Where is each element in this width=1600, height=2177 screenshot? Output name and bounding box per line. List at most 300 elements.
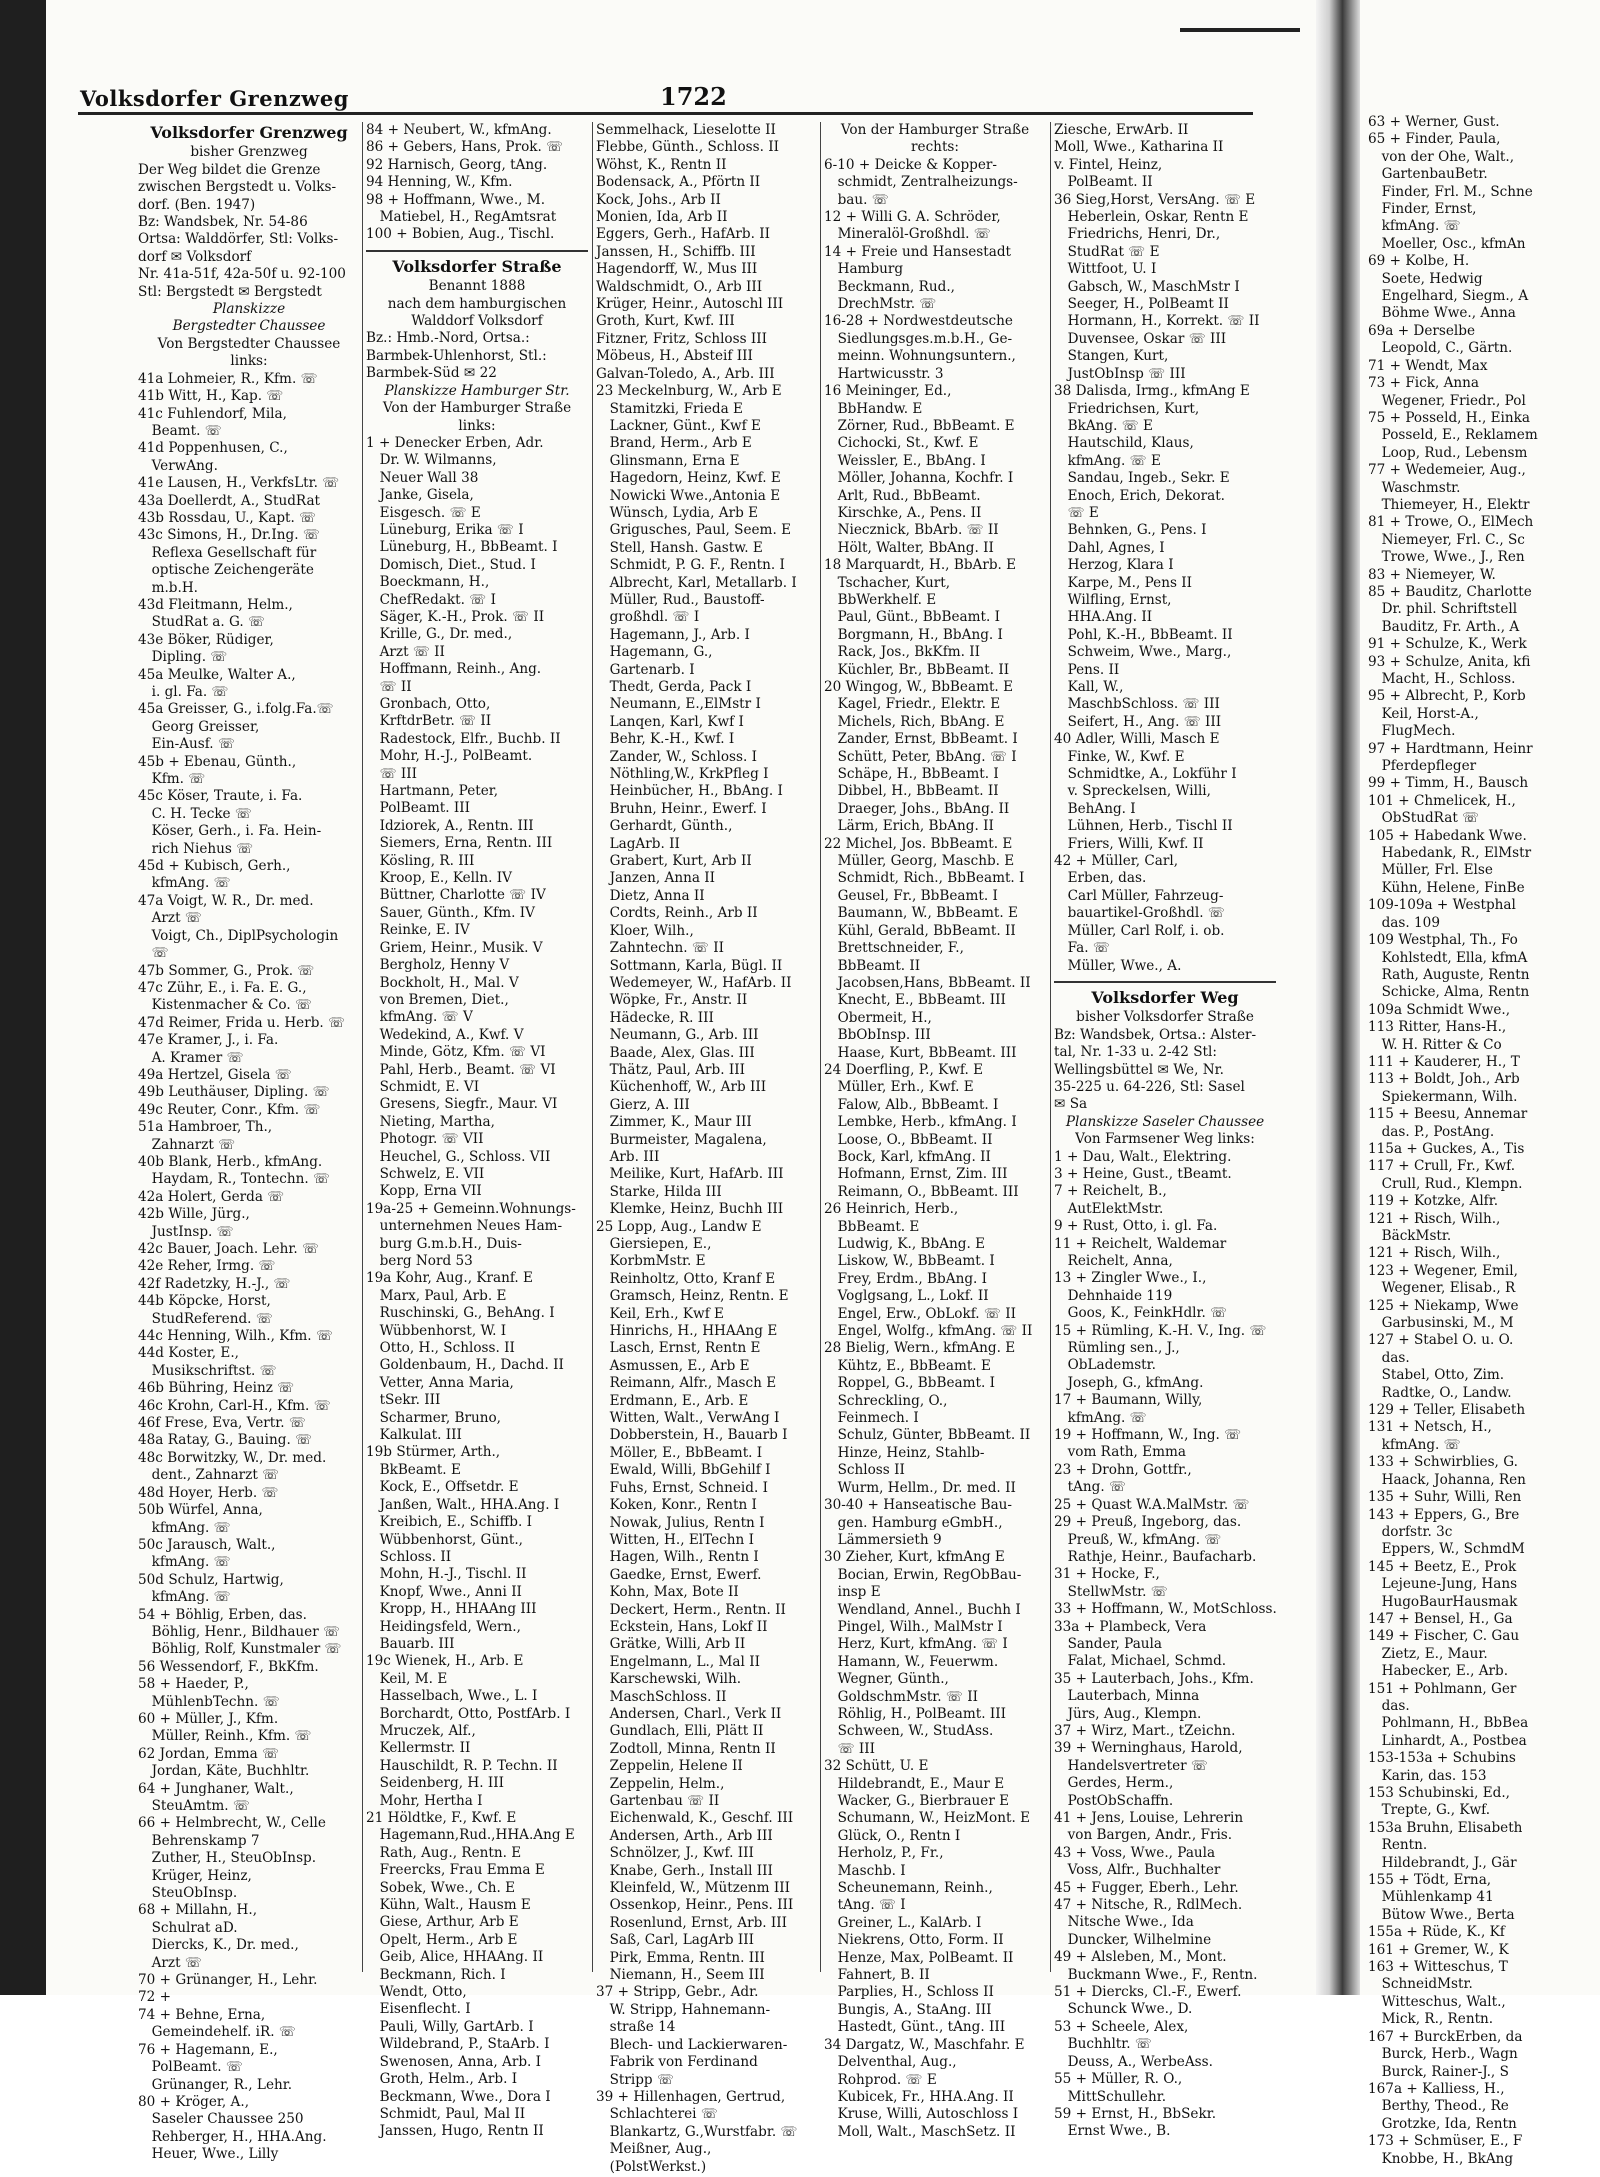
directory-entry: Starke, Hilda III	[596, 1183, 722, 1200]
directory-entry: 161 + Gremer, W., K	[1368, 1941, 1509, 1958]
directory-entry: 121 + Risch, Wilh.,	[1368, 1210, 1501, 1227]
directory-entry: Schmidt, E. VI	[366, 1078, 480, 1095]
directory-entry: BehAng. I	[1054, 800, 1136, 817]
directory-entry: dorf. (Ben. 1947)	[138, 196, 256, 213]
directory-entry: 62 Jordan, Emma ☏	[138, 1745, 280, 1762]
directory-entry: Jürs, Aug., Klempn.	[1054, 1705, 1202, 1722]
section-note: Benannt 1888	[428, 278, 526, 295]
directory-entry: Kirschke, A., Pens. II	[824, 504, 982, 521]
directory-entry: Hinrichs, H., HHAAng E	[596, 1323, 778, 1340]
directory-entry: 43 + Voss, Wwe., Paula	[1054, 1844, 1216, 1861]
directory-entry: ☏ III	[366, 765, 418, 782]
directory-entry: Barmbek-Süd ✉ 22	[366, 365, 497, 382]
directory-entry: SchneidMstr.	[1368, 1976, 1473, 1993]
directory-entry: VerwAng.	[138, 457, 218, 474]
street-heading: Volksdorfer Grenzweg	[150, 123, 348, 142]
directory-entry: Idziorek, A., Rentn. III	[366, 817, 534, 834]
directory-entry: Schäpe, H., BbBeamt. I	[824, 766, 999, 783]
directory-entry: Carl Müller, Fahrzeug-	[1054, 887, 1224, 904]
plan-note: Planskizze Hamburger Str.	[384, 382, 570, 399]
directory-entry: Wegener, Friedr., Pol	[1368, 392, 1526, 409]
directory-entry: Hamann, W., Feuerwm.	[824, 1653, 999, 1670]
directory-entry: 46f Frese, Eva, Vertr. ☏	[138, 1415, 306, 1432]
directory-entry: Friedrichs, Henri, Dr.,	[1054, 226, 1221, 243]
directory-entry: 43e Böker, Rüdiger,	[138, 631, 274, 648]
directory-entry: 105 + Habedank Wwe.	[1368, 827, 1527, 844]
directory-entry: PolBeamt. III	[366, 800, 470, 817]
directory-entry: berg Nord 53	[366, 1253, 473, 1269]
directory-entry: 64 + Junghaner, Walt.,	[138, 1780, 294, 1797]
directory-entry: 51a Hambroer, Th.,	[138, 1119, 273, 1136]
directory-entry: 42e Reher, Irmg. ☏	[138, 1258, 276, 1275]
directory-entry: Kock, Johs., Arb II	[596, 191, 721, 208]
directory-entry: Engel, Erw., ObLokf. ☏ II	[824, 1305, 1016, 1322]
directory-entry: Bruhn, Heinr., Ewerf. I	[596, 800, 767, 817]
directory-entry: Fa. ☏	[1054, 940, 1110, 957]
directory-entry: Kohn, Max, Bote II	[596, 1584, 739, 1601]
directory-entry: 153-153a + Schubins	[1368, 1750, 1516, 1767]
header-rule	[78, 112, 1253, 115]
directory-entry: 47b Sommer, G., Prok. ☏	[138, 962, 315, 979]
directory-entry: Neuer Wall 38	[366, 469, 479, 486]
directory-entry: 98 + Hoffmann, Wwe., M.	[366, 191, 546, 208]
directory-entry: 95 + Albrecht, P., Korb	[1368, 688, 1526, 705]
directory-entry: Semmelhack, Lieselotte II	[596, 122, 776, 138]
directory-entry: Knobbe, H., BkAng	[1368, 2150, 1514, 2167]
directory-entry: Weissler, E., BbAng. I	[824, 452, 986, 469]
column-5	[1054, 122, 1277, 2140]
directory-entry: Hagen, Wilh., Rentn I	[596, 1549, 759, 1566]
directory-entry: 129 + Teller, Elisabeth	[1368, 1402, 1526, 1419]
directory-entry: 109 Westphal, Th., Fo	[1368, 932, 1518, 949]
directory-entry: Greiner, L., KalArb. I	[824, 1914, 982, 1931]
directory-entry: Schütt, Peter, BbAng. ☏ I	[824, 748, 1017, 765]
section-note: bisher Volksdorfer Straße	[1076, 1009, 1254, 1026]
directory-entry: Wegner, Günth.,	[824, 1671, 949, 1688]
directory-entry: Giese, Arthur, Arb E	[366, 1914, 519, 1931]
directory-entry: 93 + Schulze, Anita, kfi	[1368, 653, 1531, 670]
directory-entry: Zahnarzt ☏	[138, 1136, 236, 1153]
directory-entry: Rathje, Heinr., Baufacharb.	[1054, 1548, 1257, 1565]
directory-entry: 109a Schmidt Wwe.,	[1368, 1001, 1511, 1018]
directory-entry: Hildebrandt, E., Maur E	[824, 1775, 1005, 1792]
directory-entry: Hauschildt, R. P. Techn. II	[366, 1757, 558, 1774]
directory-entry: Sottmann, Karla, Bügl. II	[596, 957, 783, 974]
directory-entry: Dibbel, H., BbBeamt. II	[824, 783, 999, 800]
directory-entry: 32 Schütt, U. E	[824, 1758, 929, 1775]
directory-entry: Zuther, H., SteuObInsp.	[138, 1850, 317, 1867]
directory-entry: JustInsp. ☏	[138, 1223, 234, 1240]
directory-entry: Arzt ☏ II	[366, 643, 445, 660]
directory-entry: Geib, Alice, HHAAng. II	[366, 1949, 544, 1966]
directory-entry: Kellermstr. II	[366, 1740, 471, 1757]
directory-entry: 3 + Heine, Gust., tBeamt.	[1054, 1165, 1232, 1182]
directory-entry: Küchenhoff, W., Arb III	[596, 1079, 767, 1096]
directory-entry: unternehmen Neues Ham-	[366, 1218, 563, 1235]
directory-entry: 76 + Hagemann, E.,	[138, 2041, 278, 2058]
directory-entry: 19a Kohr, Aug., Kranf. E	[366, 1270, 533, 1287]
directory-entry: Rack, Jos., BkKfm. II	[824, 644, 980, 661]
directory-entry: 53 + Scheele, Alex,	[1054, 2018, 1189, 2035]
directory-entry: 163 + Witteschus, T	[1368, 1959, 1508, 1976]
directory-entry: Mick, R., Rentn.	[1368, 2011, 1494, 2028]
directory-entry: ☏	[138, 945, 169, 962]
directory-entry: Trowe, Wwe., J., Ren	[1368, 549, 1525, 566]
directory-entry: Borchardt, Otto, PostfArb. I	[366, 1705, 571, 1722]
directory-entry: Eisenflecht. I	[366, 2001, 471, 2018]
directory-entry: Opelt, Herm., Arb E	[366, 1931, 518, 1948]
directory-entry: 19b Stürmer, Arth.,	[366, 1444, 501, 1461]
directory-entry: Rath, Auguste, Rentn	[1368, 966, 1530, 983]
directory-entry: Minde, Götz, Kfm. ☏ VI	[366, 1044, 546, 1061]
directory-entry: 115 + Beesu, Annemar	[1368, 1106, 1528, 1123]
directory-entry: Seeger, H., PolBeamt II	[1054, 296, 1229, 313]
directory-entry: Groth, Helm., Arb. I	[366, 2071, 518, 2088]
directory-entry: Arb. III	[596, 1148, 660, 1165]
directory-entry: Gundlach, Elli, Plätt II	[596, 1723, 764, 1740]
directory-entry: Wendt, Otto,	[366, 1984, 467, 2001]
directory-entry: Fuhs, Ernst, Schneid. I	[596, 1479, 768, 1496]
directory-entry: 41b Witt, H., Kap. ☏	[138, 388, 284, 405]
directory-entry: 24 Doerfling, P., Kwf. E	[824, 1061, 984, 1078]
directory-entry: (PolstWerkst.)	[596, 2158, 707, 2175]
directory-entry: Herzog, Klara I	[1054, 557, 1174, 574]
directory-entry: von Bargen, Andr., Fris.	[1054, 1827, 1233, 1844]
directory-entry: Handelsvertreter ☏	[1054, 1757, 1208, 1774]
directory-entry: Tschacher, Kurt,	[824, 574, 951, 591]
directory-entry: tAng. ☏ I	[824, 1897, 906, 1914]
directory-entry: 60 + Müller, J., Kfm.	[138, 1710, 279, 1727]
directory-entry: Gronbach, Otto,	[366, 696, 491, 712]
directory-entry: Kropp, H., HHAAng III	[366, 1601, 537, 1618]
directory-entry: straße 14	[596, 2019, 676, 2036]
directory-entry: 91 + Schulze, K., Werk	[1368, 636, 1527, 653]
directory-entry: 49a Hertzel, Gisela ☏	[138, 1066, 292, 1083]
directory-entry: Moll, Wwe., Katharina II	[1054, 139, 1224, 156]
directory-entry: Friers, Willi, Kwf. II	[1054, 835, 1204, 852]
directory-entry: Wilfling, Ernst,	[1054, 591, 1172, 608]
directory-entry: DrechMstr. ☏	[824, 296, 937, 313]
directory-entry: Finder, Ernst,	[1368, 201, 1477, 218]
directory-entry: Säger, K.-H., Prok. ☏ II	[366, 608, 545, 625]
directory-entry: 6-10 + Deicke & Kopper-	[824, 156, 998, 173]
directory-entry: Witten, Walt., VerwAng I	[596, 1410, 780, 1427]
directory-entry: Nieting, Martha,	[366, 1113, 495, 1130]
street-heading: Volksdorfer Straße	[366, 250, 588, 275]
directory-entry: Küchler, Br., BbBeamt. II	[824, 661, 1010, 678]
directory-entry: StudReferend. ☏	[138, 1310, 273, 1327]
directory-entry: C. H. Tecke ☏	[138, 805, 252, 822]
directory-entry: m.b.H.	[138, 579, 199, 596]
plan-note: Planskizze	[212, 301, 286, 318]
directory-entry: Bz: Wandsbek, Nr. 54-86	[138, 214, 308, 231]
directory-entry: 70 + Grünanger, H., Lehr.	[138, 1972, 318, 1989]
directory-entry: StudRat a. G. ☏	[138, 614, 266, 631]
column-1	[138, 122, 360, 2163]
next-page-column	[1368, 114, 1600, 2168]
directory-entry: kfmAng. ☏ E	[1054, 452, 1161, 469]
section-note: links:	[458, 417, 496, 434]
directory-entry: Bock, Karl, kfmAng. II	[824, 1148, 991, 1165]
column-divider	[362, 122, 363, 1972]
directory-entry: Bodensack, A., Pförtn II	[596, 174, 761, 191]
directory-entry: BbBeamt. E	[824, 1218, 920, 1235]
directory-entry: Wendland, Annel., Buchh I	[824, 1601, 1021, 1618]
directory-entry: Grigusches, Paul, Seem. E	[596, 522, 792, 539]
directory-entry: Fitzner, Fritz, Schloss III	[596, 330, 767, 347]
directory-entry: Habecker, E., Arb.	[1368, 1663, 1509, 1680]
directory-entry: 46b Bühring, Heinz ☏	[138, 1380, 295, 1397]
directory-entry: Zietz, E., Maur.	[1368, 1645, 1488, 1662]
directory-entry: Schulrat aD.	[138, 1919, 238, 1936]
directory-entry: Grätke, Willi, Arb II	[596, 1636, 746, 1653]
directory-entry: Fahnert, B. II	[824, 1967, 930, 1984]
directory-entry: Gresens, Siegfr., Maur. VI	[366, 1096, 558, 1113]
directory-entry: 22 Michel, Jos. BbBeamt. E	[824, 835, 1013, 852]
directory-entry: Mruczek, Alf.,	[366, 1722, 476, 1739]
directory-entry: Ewald, Willi, BbGehilf I	[596, 1462, 771, 1479]
directory-entry: Müller, Georg, Maschb. E	[824, 853, 1015, 870]
directory-entry: Freercks, Frau Emma E	[366, 1862, 545, 1879]
directory-entry: Stamitzki, Frieda E	[596, 400, 743, 417]
directory-entry: Schulz, Günter, BbBeamt. II	[824, 1427, 1031, 1444]
directory-entry: Böhlig, Henr., Bildhauer ☏	[138, 1623, 341, 1640]
directory-entry: Janke, Gisela,	[366, 487, 474, 504]
directory-entry: 39 + Werninghaus, Harold,	[1054, 1740, 1243, 1757]
directory-entry: Parplies, H., Schloss II	[824, 1984, 994, 2001]
directory-entry: 15 + Rümling, K.-H. V., Ing. ☏	[1054, 1322, 1267, 1339]
directory-entry: 81 + Trowe, O., ElMech	[1368, 514, 1534, 531]
directory-entry: Schreckling, O.,	[824, 1392, 948, 1409]
directory-entry: Pirk, Emma, Rentn. III	[596, 1949, 765, 1966]
directory-entry: großhdl. ☏ I	[596, 609, 700, 626]
directory-entry: Bütow Wwe., Berta	[1368, 1906, 1515, 1923]
directory-entry: AutElektMstr.	[1054, 1200, 1164, 1217]
directory-entry: Karpe, M., Pens II	[1054, 574, 1192, 591]
directory-entry: 151 + Pohlmann, Ger	[1368, 1680, 1517, 1697]
directory-entry: 71 + Wendt, Max	[1368, 357, 1488, 374]
directory-entry: Hildebrandt, J., Gär	[1368, 1854, 1517, 1871]
directory-entry: Meißner, Aug.,	[596, 2141, 712, 2158]
directory-entry: Blankartz, G.,Wurstfabr. ☏	[596, 2123, 798, 2140]
directory-entry: 125 + Niekamp, Wwe	[1368, 1297, 1519, 1314]
directory-entry: Mohr, H.-J., PolBeamt.	[366, 748, 533, 765]
directory-entry: Otto, H., Schloss. II	[366, 1340, 515, 1357]
directory-entry: Schwelz, E. VII	[366, 1165, 485, 1182]
directory-entry: 9 + Rust, Otto, i. gl. Fa.	[1054, 1218, 1218, 1235]
directory-entry: kfmAng. ☏	[138, 1589, 231, 1606]
section-note: Walddorf Volksdorf	[411, 313, 543, 330]
directory-entry: Hoffmann, Reinh., Ang.	[366, 661, 542, 678]
directory-entry: Hamburg	[824, 261, 904, 278]
directory-entry: dent., Zahnarzt ☏	[138, 1467, 280, 1484]
directory-entry: Lärm, Erich, BbAng. II	[824, 818, 994, 835]
directory-entry: Keil, Erh., Kwf E	[596, 1305, 724, 1322]
directory-entry: 18 Marquardt, H., BbArb. E	[824, 557, 1017, 574]
directory-entry: Lembke, Herb., kfmAng. I	[824, 1114, 1017, 1131]
directory-entry: Brettschneider, F.,	[824, 940, 964, 957]
directory-entry: Mineralöl-Großhdl. ☏	[824, 226, 991, 243]
directory-entry: FlugMech.	[1368, 723, 1456, 740]
directory-entry: Deuss, A., WerbeAss.	[1054, 2053, 1213, 2070]
directory-entry: Knopf, Wwe., Anni II	[366, 1583, 522, 1600]
directory-entry: Stl: Bergstedt ✉ Bergstedt	[138, 283, 322, 300]
directory-entry: 47e Kramer, J., i. Fa.	[138, 1032, 279, 1049]
directory-entry: Kösling, R. III	[366, 852, 475, 869]
directory-entry: 50b Würfel, Anna,	[138, 1502, 263, 1519]
directory-entry: Lauterbach, Minna	[1054, 1688, 1200, 1705]
directory-entry: Schmidt, P. G. F., Rentn. I	[596, 557, 785, 574]
directory-entry: Groth, Kurt, Kwf. III	[596, 313, 735, 330]
directory-entry: 40 Adler, Willi, Masch E	[1054, 731, 1220, 748]
directory-entry: 47a Voigt, W. R., Dr. med.	[138, 892, 314, 909]
directory-entry: 54 + Böhlig, Erben, das.	[138, 1606, 307, 1623]
directory-entry: 16-28 + Nordwestdeutsche	[824, 313, 1013, 330]
directory-entry: Zimmer, K., Maur III	[596, 1114, 752, 1131]
directory-entry: vom Rath, Emma	[1054, 1444, 1186, 1461]
directory-entry: Möller, E., BbBeamt. I	[596, 1444, 763, 1461]
directory-entry: BbBeamt. II	[824, 957, 921, 974]
directory-entry: Bungis, A., StaAng. III	[824, 2001, 992, 2018]
directory-entry: Beckmann, Rud.,	[824, 278, 955, 295]
directory-entry: Preuß, W., kfmAng. ☏	[1054, 1531, 1222, 1548]
directory-entry: Schmidt, Rich., BbBeamt. I	[824, 870, 1025, 887]
directory-entry: Cichocki, St., Kwf. E	[824, 435, 979, 452]
directory-entry: BbHandw. E	[824, 400, 923, 417]
directory-entry: Loose, O., BbBeamt. II	[824, 1131, 993, 1148]
directory-entry: Koken, Konr., Rentn I	[596, 1497, 757, 1514]
directory-entry: 28 Bielig, Wern., kfmAng. E	[824, 1340, 1016, 1357]
directory-entry: BkBeamt. E	[366, 1461, 461, 1478]
directory-entry: Galvan-Toledo, A., Arb. III	[596, 365, 775, 382]
directory-entry: Roppel, G., BbBeamt. I	[824, 1375, 995, 1392]
directory-entry: Gartenbau ☏ II	[596, 1793, 720, 1809]
directory-entry: Burmeister, Magalena,	[596, 1131, 767, 1148]
directory-entry: bau. ☏	[824, 191, 889, 208]
directory-entry: BbObInsp. III	[824, 1027, 931, 1044]
directory-entry: Enoch, Erich, Dekorat.	[1054, 487, 1225, 504]
directory-entry: Lühnen, Herb., Tischl II	[1054, 818, 1233, 835]
directory-entry: gen. Hamburg eGmbH.,	[824, 1514, 1003, 1531]
directory-entry: Jordan, Käte, Buchhltr.	[138, 1763, 310, 1780]
directory-entry: 31 + Hocke, F.,	[1054, 1566, 1160, 1583]
directory-entry: Stabel, Otto, Zim.	[1368, 1367, 1505, 1384]
directory-entry: Swenosen, Anna, Arb. I	[366, 2053, 542, 2070]
directory-entry: Buckmann Wwe., F., Rentn.	[1054, 1966, 1258, 1983]
directory-entry: Pauli, Willy, GartArb. I	[366, 2018, 534, 2035]
directory-entry: Duvensee, Oskar ☏ III	[1054, 330, 1227, 347]
running-header-title: Volksdorfer Grenzweg	[80, 86, 349, 111]
directory-entry: ObLademstr.	[1054, 1357, 1156, 1374]
directory-entry: 21 Höldtke, F., Kwf. E	[366, 1810, 517, 1826]
directory-entry: Trepte, G., Kwf.	[1368, 1802, 1491, 1819]
directory-entry: Meilike, Kurt, HafArb. III	[596, 1166, 784, 1183]
directory-entry: 17 + Baumann, Willy,	[1054, 1392, 1203, 1409]
directory-entry: Lanqen, Karl, Kwf I	[596, 713, 744, 730]
directory-entry: Monien, Ida, Arb II	[596, 209, 728, 226]
column-divider	[820, 122, 821, 1972]
directory-entry: Hautschild, Klaus,	[1054, 435, 1194, 452]
directory-entry: Wildebrand, P., StaArb. I	[366, 2036, 550, 2053]
directory-entry: Kall, W.,	[1054, 679, 1124, 695]
directory-entry: 121 + Risch, Wilh.,	[1368, 1245, 1501, 1262]
directory-entry: Ruschinski, G., BehAng. I	[366, 1305, 555, 1322]
directory-entry: tAng. ☏	[1054, 1479, 1126, 1496]
directory-entry: Nowicki Wwe.,Antonia E	[596, 487, 781, 504]
directory-entry: 80 + Kröger, A.,	[138, 2093, 250, 2110]
directory-entry: Maschb. I	[824, 1862, 906, 1879]
directory-entry: 123 + Wegener, Emil,	[1368, 1262, 1518, 1279]
directory-entry: 20 Wingog, W., BbBeamt. E	[824, 679, 1013, 695]
directory-entry: Bauditz, Fr. Arth., A	[1368, 618, 1520, 635]
column-3	[596, 122, 818, 2175]
directory-entry: Crull, Rud., Klempn.	[1368, 1175, 1523, 1192]
directory-entry: Nitsche Wwe., Ida	[1054, 1914, 1194, 1931]
directory-entry: 19c Wienek, H., Arb. E	[366, 1653, 524, 1670]
directory-entry: 41d Poppenhusen, C.,	[138, 440, 288, 457]
directory-entry: Kloer, Wilh.,	[596, 922, 694, 939]
directory-entry: Böhlig, Rolf, Kunstmaler ☏	[138, 1641, 342, 1658]
directory-entry: Barmbek-Uhlenhorst, Stl.:	[366, 347, 547, 364]
directory-entry: Dahl, Agnes, I	[1054, 539, 1165, 556]
directory-entry: 12 + Willi G. A. Schröder,	[824, 209, 1001, 226]
directory-entry: 42f Radetzky, H.-J., ☏	[138, 1275, 291, 1292]
directory-entry: das. P., PostAng.	[1368, 1123, 1495, 1140]
directory-entry: Gramsch, Heinz, Rentn. E	[596, 1288, 789, 1305]
directory-entry: Kohlstedt, Ella, kfmA	[1368, 949, 1528, 966]
directory-entry: Frey, Erdm., BbAng. I	[824, 1270, 988, 1287]
directory-entry: Duncker, Wilhelmine	[1054, 1931, 1212, 1948]
directory-entry: insp E	[824, 1584, 881, 1601]
directory-entry: Posseld, E., Reklamem	[1368, 427, 1538, 444]
directory-entry: Bz: Wandsbek, Ortsa.: Alster-	[1054, 1026, 1257, 1043]
directory-entry: Vetter, Anna Maria,	[366, 1374, 514, 1391]
directory-entry: Gierz, A. III	[596, 1096, 690, 1113]
directory-entry: 25 + Quast W.A.MalMstr. ☏	[1054, 1496, 1250, 1513]
directory-entry: 155a + Rüde, K., Kf	[1368, 1924, 1505, 1941]
directory-entry: kfmAng. ☏ V	[366, 1009, 473, 1026]
directory-entry: Waldschmidt, O., Arb III	[596, 278, 763, 295]
directory-entry: Baade, Alex, Glas. III	[596, 1044, 755, 1061]
directory-entry: Ortsa: Walddörfer, Stl: Volks-	[138, 231, 339, 248]
directory-entry: 86 + Gebers, Hans, Prok. ☏	[366, 139, 564, 156]
directory-entry: Henze, Max, PolBeamt. II	[824, 1949, 1014, 1966]
directory-entry: 46c Krohn, Carl-H., Kfm. ☏	[138, 1397, 331, 1414]
directory-entry: 48d Hoyer, Herb. ☏	[138, 1484, 279, 1501]
directory-entry: 13 + Zingler Wwe., I.,	[1054, 1270, 1207, 1287]
directory-entry: Wöhst, K., Rentn II	[596, 156, 727, 173]
directory-entry: BbWerkhelf. E	[824, 591, 937, 608]
directory-entry: 127 + Stabel O. u. O.	[1368, 1332, 1514, 1349]
directory-entry: Brand, Herm., Arb E	[596, 435, 752, 452]
directory-entry: 33 + Hoffmann, W., MotSchloss.	[1054, 1601, 1277, 1618]
directory-entry: 143 + Eppers, G., Bre	[1368, 1506, 1520, 1523]
directory-entry: Goldenbaum, H., Dachd. II	[366, 1357, 564, 1374]
directory-entry: Falow, Alb., BbBeamt. I	[824, 1096, 999, 1113]
directory-entry: 47d Reimer, Frida u. Herb. ☏	[138, 1014, 346, 1031]
directory-entry: Scharmer, Bruno,	[366, 1409, 501, 1426]
directory-entry: Beamt. ☏	[138, 422, 222, 439]
directory-entry: Schloss II	[824, 1462, 905, 1479]
directory-entry: Mohr, Hertha I	[366, 1792, 483, 1809]
directory-entry: Draeger, Johs., BbAng. II	[824, 800, 1010, 817]
directory-entry: Seifert, H., Ang. ☏ III	[1054, 713, 1222, 730]
directory-entry: Grotzke, Ida, Rentn	[1368, 2115, 1517, 2132]
directory-entry: 48a Ratay, G., Bauing. ☏	[138, 1432, 313, 1449]
street-heading: Volksdorfer Weg	[1054, 981, 1276, 1006]
directory-entry: Böhme Wwe., Anna	[1368, 305, 1516, 322]
directory-entry: Mühlenkamp 41	[1368, 1889, 1494, 1906]
